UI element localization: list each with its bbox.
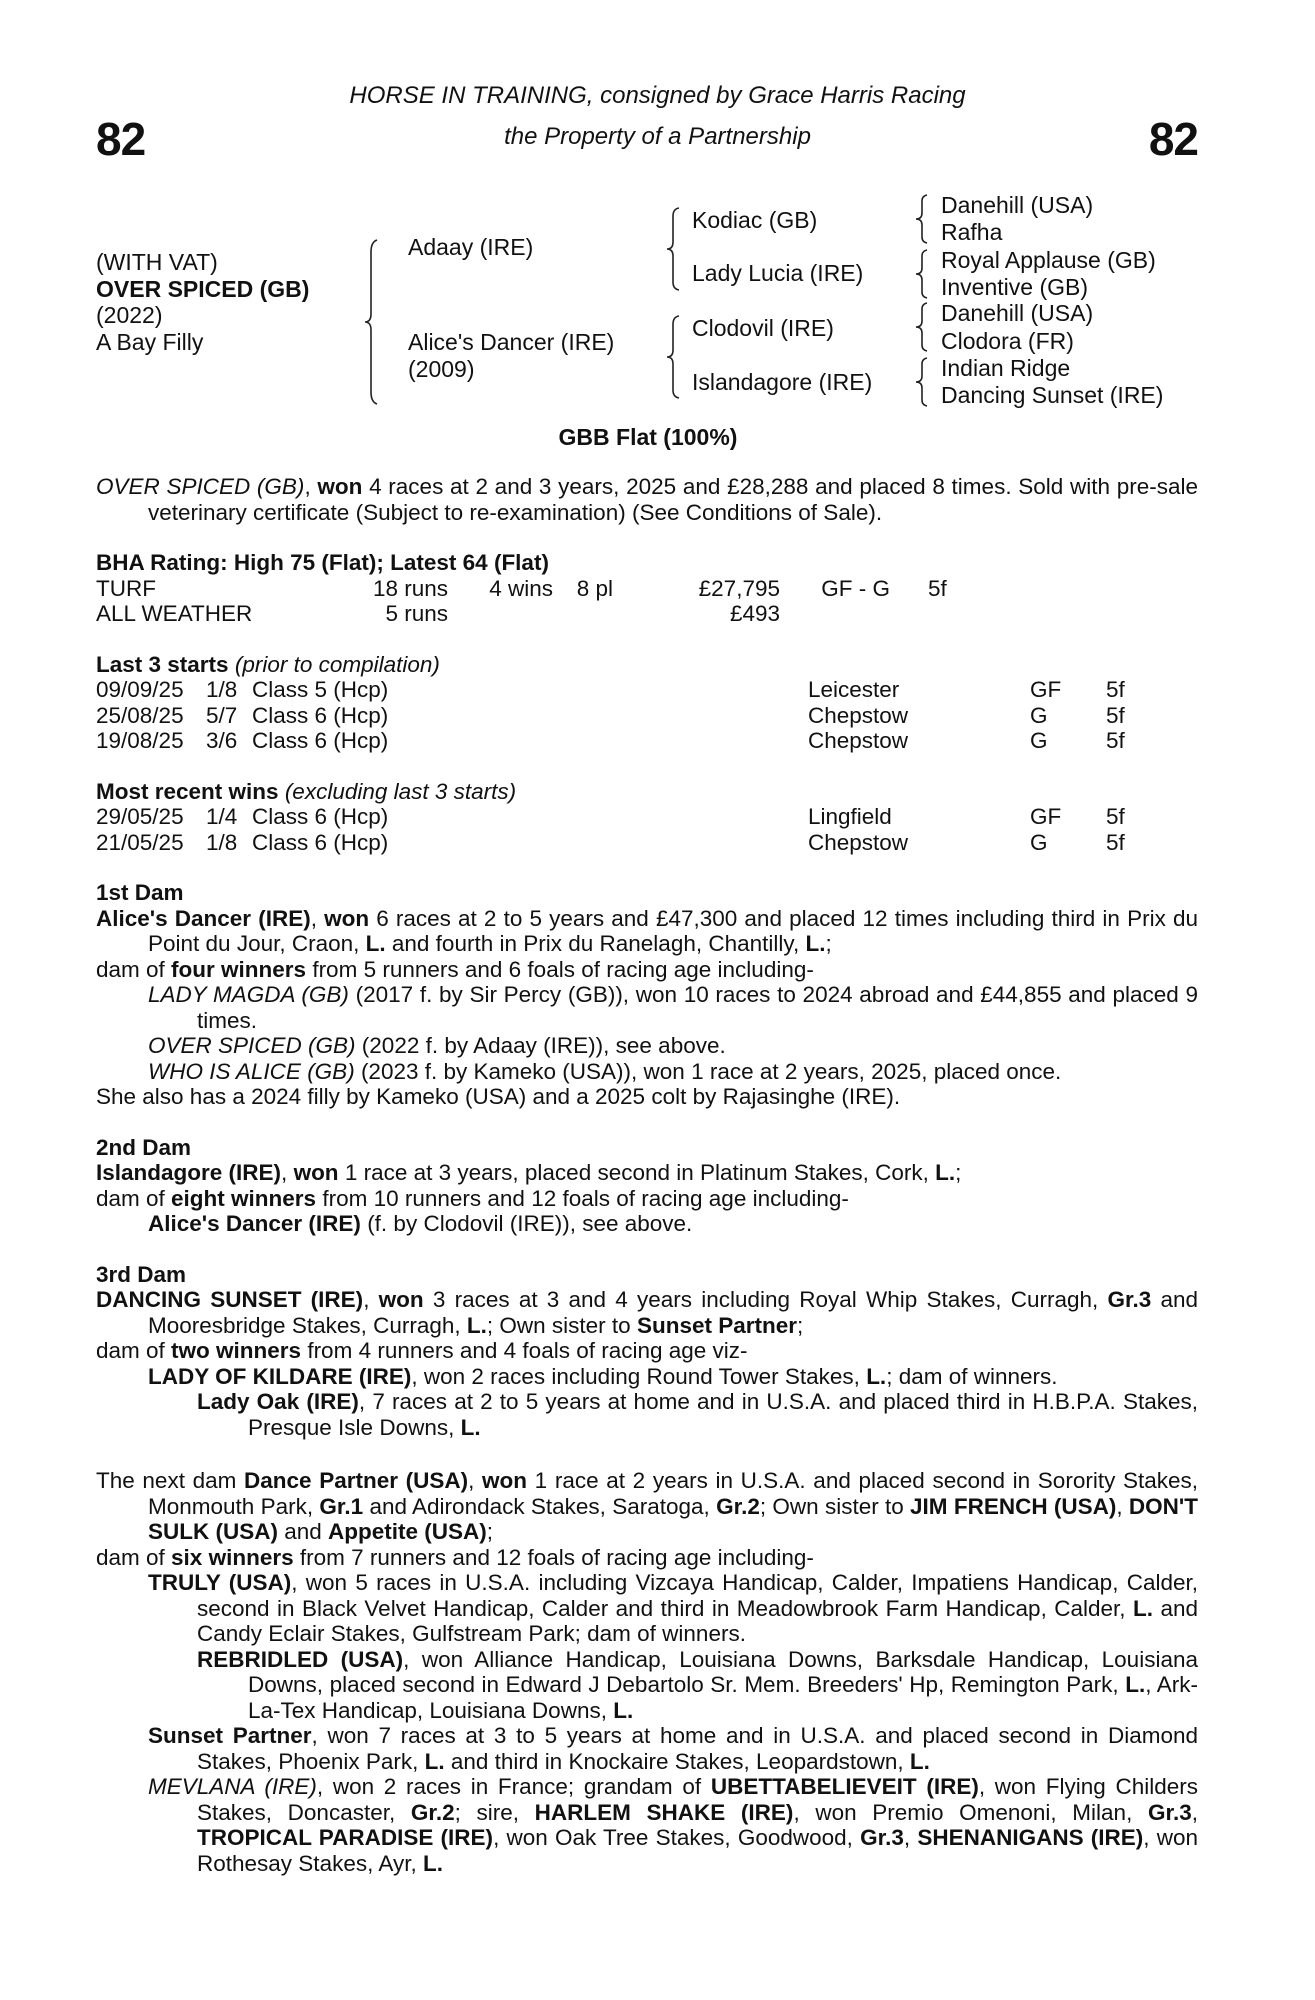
- pedigree-bracket: [364, 238, 380, 406]
- race-position: 5/7: [206, 702, 238, 728]
- race-going: G: [1030, 702, 1048, 728]
- progeny-text: , won 2 races including Round Tower Stakes,: [411, 1363, 867, 1389]
- progeny-name: OVER SPICED (GB): [148, 1033, 356, 1058]
- great-grandparent: Danehill (USA): [941, 300, 1094, 326]
- progeny-text: , won 2 races in France; grandam of: [316, 1774, 711, 1799]
- summary-horse-name: OVER SPICED (GB): [96, 474, 305, 499]
- wins: [448, 601, 553, 627]
- dam-of-line: [96, 1545, 1198, 1571]
- gg-bracket-1: [914, 193, 930, 245]
- descendant-name: UBETTABELIEVEIT (IRE): [710, 1774, 979, 1799]
- group-label: Gr.1: [319, 1493, 364, 1519]
- also-has-line: She also has a 2024 filly by Kameko (USA) and a 2025 colt by Rajasinghe (IRE).: [96, 1084, 901, 1109]
- winners-count: six winners: [171, 1544, 294, 1570]
- last-starts-note: (prior to compilation): [234, 651, 440, 677]
- placed: [553, 601, 613, 627]
- progeny-name: TRULY (USA): [148, 1570, 292, 1595]
- progeny-text: , won Oak Tree Stakes, Goodwood,: [493, 1825, 861, 1850]
- text: dam of: [96, 1544, 172, 1570]
- going: GF - G: [821, 575, 890, 601]
- sibling-name: JIM FRENCH (USA): [910, 1493, 1117, 1519]
- dam-name: Alice's Dancer (IRE): [96, 905, 311, 931]
- progeny-text: , won Rothesay Stakes, Ayr,: [197, 1825, 1198, 1876]
- sire-bracket: [666, 206, 682, 292]
- dam-of-line: [96, 957, 1198, 983]
- text: ;: [486, 1519, 494, 1544]
- prize: £27,795: [698, 575, 780, 601]
- text: from 5 runners and 6 foals of racing age including-: [306, 956, 814, 982]
- dam-name: Alice's Dancer (IRE): [408, 329, 615, 355]
- recent-wins-section: [96, 779, 1198, 856]
- race-going: GF: [1030, 804, 1062, 829]
- race-distance: 5f: [1106, 702, 1125, 728]
- placed: 8 pl: [576, 575, 613, 601]
- race-position: 1/8: [206, 829, 238, 855]
- progeny-item: [96, 1774, 1198, 1876]
- catalogue-body: [96, 474, 1198, 1876]
- last-starts-title: Last 3 starts: [96, 651, 229, 677]
- text: ,: [1116, 1493, 1129, 1519]
- progeny-item: [96, 1211, 1198, 1237]
- listed-label: L.: [1125, 1672, 1146, 1697]
- rating-row: [96, 576, 947, 602]
- text: 1 race at 2 years in U.S.A. and placed second in Sorority Stakes, Monmouth Park,: [148, 1468, 1199, 1519]
- text: ;: [825, 931, 832, 956]
- race-course: Leicester: [808, 677, 900, 702]
- gg-bracket-3: [914, 301, 930, 353]
- text: 6 races at 2 to 5 years and £47,300 and placed 12 times including third in Prix du Point du Jour, Craon,: [148, 905, 1198, 956]
- progeny-text: ; dam of winners.: [886, 1363, 1058, 1389]
- text: ; Own sister to: [486, 1312, 637, 1338]
- listed-label: L.: [422, 1850, 443, 1876]
- dam-paragraph: DANCING SUNSET (IRE), won 3 races at 3 and 4 years including Royal Whip Stakes, Curragh, Gr.3 and Mooresbridge Stakes, Curragh, L.; Own sister to Sunset Partner;: [96, 1287, 1199, 1338]
- horse-name: OVER SPICED (GB): [96, 276, 310, 302]
- listed-label: L.: [424, 1748, 445, 1774]
- surface: ALL WEATHER: [96, 601, 253, 626]
- sibling-name: Appetite (USA): [328, 1519, 487, 1544]
- listed-label: L.: [805, 931, 826, 956]
- section-title: 3rd Dam: [96, 1261, 187, 1287]
- rating-row: [96, 601, 947, 627]
- listed-label: L.: [365, 931, 386, 956]
- text: 1 race at 3 years, placed second in Platinum Stakes, Cork,: [338, 1160, 936, 1185]
- progeny-name: LADY MAGDA (GB): [148, 982, 349, 1007]
- surface: TURF: [96, 575, 156, 601]
- listed-label: L.: [866, 1363, 887, 1389]
- descendant-name: SHENANIGANS (IRE): [917, 1825, 1144, 1850]
- runs: 5 runs: [385, 601, 448, 626]
- descendant-name: HARLEM SHAKE (IRE): [534, 1799, 794, 1825]
- text: The next dam: [96, 1468, 245, 1493]
- progeny-text: , won Flying Childers Stakes, Doncaster,: [197, 1774, 1198, 1825]
- race-position: 1/4: [206, 804, 238, 829]
- text: dam of: [96, 1185, 172, 1211]
- dam-name: DANCING SUNSET (IRE): [96, 1287, 364, 1312]
- progeny-item: [96, 1570, 1198, 1647]
- listed-label: L.: [460, 1414, 481, 1440]
- dam-paragraph: Islandagore (IRE), won 1 race at 3 years, placed second in Platinum Stakes, Cork, L.;: [96, 1160, 962, 1185]
- race-distance: 5f: [1106, 728, 1125, 753]
- progeny-item: [96, 1389, 1198, 1440]
- text: and: [278, 1519, 329, 1544]
- progeny-item: [96, 1647, 1198, 1724]
- text: ,: [1191, 1799, 1198, 1825]
- summary-paragraph: OVER SPICED (GB), won 4 races at 2 and 3 years, 2025 and £28,288 and placed 8 times. Sold with pre-sale veterinary certificate (Subject to re-examination) (See Conditions of Sale).: [96, 474, 1198, 525]
- race-class: Class 5 (Hcp): [252, 677, 389, 702]
- winners-count: four winners: [171, 956, 307, 982]
- listed-label: L.: [613, 1697, 634, 1723]
- sibling-name: Sunset Partner: [636, 1312, 798, 1338]
- next-dam-section: [96, 1468, 1198, 1876]
- great-grandparent: Clodora (FR): [941, 328, 1074, 354]
- race-distance: 5f: [1106, 677, 1125, 702]
- recent-wins-note: (excluding last 3 starts): [284, 778, 517, 804]
- text: ; Own sister to: [759, 1493, 911, 1519]
- text: from 7 runners and 12 foals of racing age including-: [293, 1544, 814, 1570]
- progeny-text: (2023 f. by Kameko (USA)), won 1 race at 2 years, 2025, placed once.: [354, 1058, 1062, 1084]
- granddam-paternal: Lady Lucia (IRE): [692, 260, 864, 286]
- dam-name: Islandagore (IRE): [96, 1160, 282, 1185]
- progeny-text: (f. by Clodovil (IRE)), see above.: [360, 1211, 693, 1236]
- won-label: won: [324, 905, 370, 931]
- listed-label: L.: [909, 1748, 930, 1774]
- progeny-item: [96, 982, 1198, 1033]
- race-course: Lingfield: [808, 804, 892, 829]
- last-starts-table: [96, 677, 1125, 754]
- start-row: [96, 677, 1125, 703]
- text: from 4 runners and 4 foals of racing age viz-: [301, 1338, 748, 1363]
- text: and fourth in Prix du Ranelagh, Chantilly,: [385, 931, 806, 956]
- won-label: won: [317, 474, 363, 499]
- rating-table: [96, 576, 947, 627]
- race-position: 3/6: [206, 728, 238, 753]
- lot-number-right: 82: [1148, 113, 1198, 165]
- dam-year: (2009): [408, 356, 475, 382]
- progeny-text: , 7 races at 2 to 5 years at home and in U.S.A. and placed third in H.B.P.A. Stakes, Presque Isle Downs,: [248, 1389, 1198, 1440]
- great-grandparent: Royal Applause (GB): [941, 247, 1156, 273]
- great-grandparent: Dancing Sunset (IRE): [941, 382, 1164, 408]
- winners-count: two winners: [171, 1338, 302, 1363]
- second-dam-section: [96, 1135, 1198, 1237]
- first-dam-section: [96, 880, 1198, 1110]
- race-course: Chepstow: [808, 728, 909, 753]
- dam-paragraph: The next dam Dance Partner (USA), won 1 race at 2 years in U.S.A. and placed second in Sorority Stakes, Monmouth Park, Gr.1 and Adirondack Stakes, Saratoga, Gr.2; Own sister to JIM FRENCH (USA), DON'T SULK (USA) and Appetite (USA);: [96, 1468, 1199, 1544]
- race-date: 29/05/25: [96, 804, 184, 829]
- race-class: Class 6 (Hcp): [252, 804, 389, 829]
- gg-bracket-4: [914, 356, 930, 408]
- group-label: Gr.3: [1107, 1287, 1152, 1312]
- third-dam-section: [96, 1262, 1198, 1441]
- race-going: G: [1030, 829, 1048, 855]
- race-class: Class 6 (Hcp): [252, 829, 389, 855]
- runs: 18 runs: [372, 575, 448, 601]
- header-consignor: HORSE IN TRAINING, consigned by Grace Harris Racing: [349, 82, 966, 109]
- dam-paragraph: Alice's Dancer (IRE), won 6 races at 2 to 5 years and £47,300 and placed 12 times including third in Prix du Point du Jour, Craon, L. and fourth in Prix du Ranelagh, Chantilly, L.;: [96, 905, 1198, 956]
- great-grandparent: Danehill (USA): [941, 192, 1094, 218]
- wins: 4 wins: [489, 575, 553, 601]
- win-row: [96, 804, 1125, 830]
- text: and Adirondack Stakes, Saratoga,: [363, 1493, 717, 1519]
- recent-wins-title: Most recent wins: [96, 778, 279, 804]
- race-date: 21/05/25: [96, 829, 184, 855]
- progeny-text: ; sire,: [454, 1799, 535, 1825]
- start-row: [96, 728, 1125, 754]
- progeny-text: and third in Knockaire Stakes, Leopardstown,: [444, 1748, 910, 1774]
- race-class: Class 6 (Hcp): [252, 728, 389, 753]
- listed-label: L.: [466, 1312, 487, 1338]
- dam-bracket: [666, 314, 682, 400]
- recent-wins-table: [96, 804, 1125, 855]
- going: [780, 601, 890, 627]
- last-starts-section: [96, 652, 1198, 754]
- listed-label: L.: [1133, 1595, 1153, 1621]
- winners-count: eight winners: [171, 1185, 317, 1211]
- progeny-text: , won 7 races at 3 to 5 years at home and in U.S.A. and placed second in Diamond Stakes, Phoenix Park,: [197, 1723, 1198, 1774]
- text: ;: [955, 1160, 962, 1185]
- text: 3 races at 3 and 4 years including Royal Whip Stakes, Curragh,: [423, 1287, 1108, 1312]
- distance: 5f: [928, 575, 947, 601]
- sire-name: Adaay (IRE): [408, 234, 534, 260]
- gbb-rating: GBB Flat (100%): [558, 424, 738, 450]
- great-grandparent: Rafha: [941, 219, 1003, 245]
- progeny-name: Sunset Partner: [148, 1723, 312, 1748]
- bha-rating: BHA Rating: High 75 (Flat); Latest 64 (Flat): [96, 550, 549, 575]
- progeny-item: [96, 1033, 1198, 1059]
- race-distance: 5f: [1106, 804, 1125, 829]
- descendant-name: TROPICAL PARADISE (IRE): [197, 1825, 494, 1850]
- sibling-name: DON'T SULK (USA): [148, 1493, 1199, 1544]
- progeny-name: Lady Oak (IRE): [197, 1389, 359, 1414]
- group-label: Gr.3: [1147, 1799, 1192, 1825]
- progeny-text: (2022 f. by Adaay (IRE)), see above.: [355, 1033, 726, 1058]
- race-distance: 5f: [1106, 829, 1125, 855]
- progeny-name: LADY OF KILDARE (IRE): [148, 1363, 412, 1389]
- group-label: Gr.2: [410, 1799, 455, 1825]
- prize: £493: [729, 601, 780, 626]
- distance: [890, 601, 947, 627]
- race-course: Chepstow: [808, 829, 909, 855]
- dam-name: Dance Partner (USA): [244, 1468, 469, 1493]
- progeny-item: [96, 1364, 1198, 1390]
- text: dam of: [96, 1338, 172, 1363]
- race-going: GF: [1030, 677, 1062, 702]
- summary-text: 4 races at 2 and 3 years, 2025 and £28,288 and placed 8 times. Sold with pre-sale veterinary certificate (Subject to re-examination) (See Conditions of Sale).: [148, 474, 1198, 525]
- progeny-name: WHO IS ALICE (GB): [148, 1058, 355, 1084]
- section-title: 1st Dam: [96, 880, 184, 905]
- progeny-name: Alice's Dancer (IRE): [148, 1211, 361, 1236]
- race-date: 09/09/25: [96, 677, 184, 702]
- great-grandparent: Inventive (GB): [941, 274, 1088, 300]
- race-date: 25/08/25: [96, 702, 184, 728]
- horse-year: (2022): [96, 302, 163, 328]
- section-title: 2nd Dam: [96, 1134, 192, 1160]
- text: and Mooresbridge Stakes, Curragh,: [148, 1287, 1199, 1338]
- text: from 10 runners and 12 foals of racing age including-: [316, 1185, 849, 1211]
- start-row: [96, 703, 1125, 729]
- grandsire-maternal: Clodovil (IRE): [692, 315, 834, 341]
- progeny-item: [96, 1723, 1198, 1774]
- progeny-name: MEVLANA (IRE): [148, 1774, 317, 1799]
- lot-number-left: 82: [96, 113, 146, 165]
- progeny-name: REBRIDLED (USA): [197, 1646, 404, 1672]
- progeny-text: , Ark-La-Tex Handicap, Louisiana Downs,: [248, 1672, 1198, 1723]
- group-label: Gr.3: [860, 1825, 904, 1850]
- won-label: won: [482, 1468, 528, 1493]
- race-position: 1/8: [206, 677, 238, 702]
- won-label: won: [293, 1160, 339, 1185]
- gg-bracket-2: [914, 248, 930, 300]
- horse-description: A Bay Filly: [96, 329, 204, 355]
- won-label: won: [378, 1287, 424, 1312]
- progeny-text: (2017 f. by Sir Percy (GB)), won 10 races to 2024 abroad and £44,855 and placed 9 times.: [197, 982, 1198, 1033]
- header-property: the Property of a Partnership: [504, 123, 811, 150]
- dam-of-line: [96, 1186, 1198, 1212]
- listed-label: L.: [935, 1160, 956, 1185]
- race-date: 19/08/25: [96, 728, 184, 753]
- race-going: G: [1030, 728, 1048, 753]
- text: dam of: [96, 956, 172, 982]
- race-course: Chepstow: [808, 702, 909, 728]
- progeny-text: and Candy Eclair Stakes, Gulfstream Park; dam of winners.: [197, 1595, 1198, 1646]
- great-grandparent: Indian Ridge: [941, 355, 1071, 381]
- granddam-maternal: Islandagore (IRE): [692, 369, 873, 395]
- win-row: [96, 830, 1125, 856]
- group-label: Gr.2: [716, 1493, 760, 1519]
- rating-section: [96, 550, 1198, 627]
- progeny-text: , won Alliance Handicap, Louisiana Downs, Barksdale Handicap, Louisiana Downs, placed second in Edward J Debartolo Sr. Mem. Breeders' Hp, Remington Park,: [248, 1646, 1198, 1697]
- text: ,: [903, 1825, 918, 1850]
- progeny-item: [96, 1059, 1198, 1085]
- progeny-text: , won 5 races in U.S.A. including Vizcaya Handicap, Calder, Impatiens Handicap, Calder, second in Black Velvet Handicap, Calder and third in Meadowbrook Farm Handicap, Calder,: [197, 1570, 1198, 1621]
- dam-of-line: [96, 1338, 1198, 1364]
- grandsire-paternal: Kodiac (GB): [692, 207, 818, 233]
- vat-label: (WITH VAT): [96, 249, 218, 275]
- text: ;: [797, 1312, 804, 1338]
- race-class: Class 6 (Hcp): [252, 702, 389, 728]
- progeny-text: , won Premio Omenoni, Milan,: [793, 1799, 1148, 1825]
